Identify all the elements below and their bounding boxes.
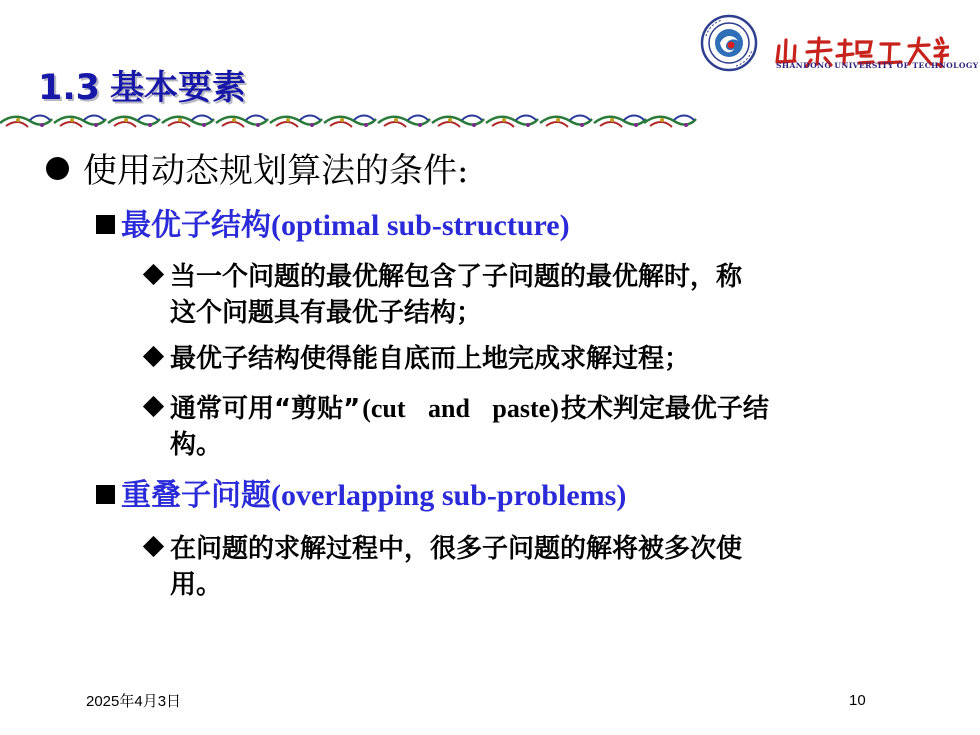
page-number: 10 [849,692,866,709]
section2-item1-text: 在问题的求解过程中，很多子问题的解将被多次使 [170,534,743,564]
diamond-bullet-icon [143,536,164,557]
section2-title-en: (overlapping sub-problems) [271,479,627,512]
section1-item3-text-a: 通常可用“剪贴” [170,394,361,424]
section1-item3-text-c: 技术判定最优子结 [560,394,769,424]
university-logo [700,14,979,80]
square-bullet-icon [96,215,115,234]
section1-item2 [142,342,690,376]
section1-item3-line1 [142,392,769,426]
bullet-level1 [46,151,468,191]
section2-heading [96,478,626,514]
footer-date: 2025年4月3日 [86,693,182,710]
diamond-bullet-icon [143,396,164,417]
section1-item3-line2: 构。 [170,430,223,460]
section1-item1-text: 当一个问题的最优解包含了子问题的最优解时，称 [170,262,743,292]
section2-item1-line1 [142,532,742,566]
section1-item3-text-b: (cut and paste) [362,394,559,423]
university-english-name: SHANDONG UNIVERSITY OF TECHNOLOGY [776,61,979,70]
diamond-bullet-icon [143,264,164,285]
section1-item1-line1 [142,260,742,294]
level1-text: 使用动态规划算法的条件: [83,151,469,191]
slide-title [38,60,246,109]
section1-title-en: (optimal sub-structure) [271,209,570,242]
section1-item2-text: 最优子结构使得能自底而上地完成求解过程； [170,344,691,374]
decorative-divider [0,111,700,133]
section1-item1-line2: 这个问题具有最优子结构； [170,298,483,328]
section1-heading [96,208,570,244]
section2-item1-line2: 用。 [170,570,223,600]
title-text: 基本要素 [110,68,247,108]
square-bullet-icon [96,485,115,504]
university-emblem-icon [700,14,758,72]
diamond-bullet-icon [143,346,164,367]
title-number: 1.3 [38,68,101,108]
section2-title-cn: 重叠子问题 [121,478,271,513]
round-bullet-icon [46,157,69,180]
section1-title-cn: 最优子结构 [121,208,271,243]
